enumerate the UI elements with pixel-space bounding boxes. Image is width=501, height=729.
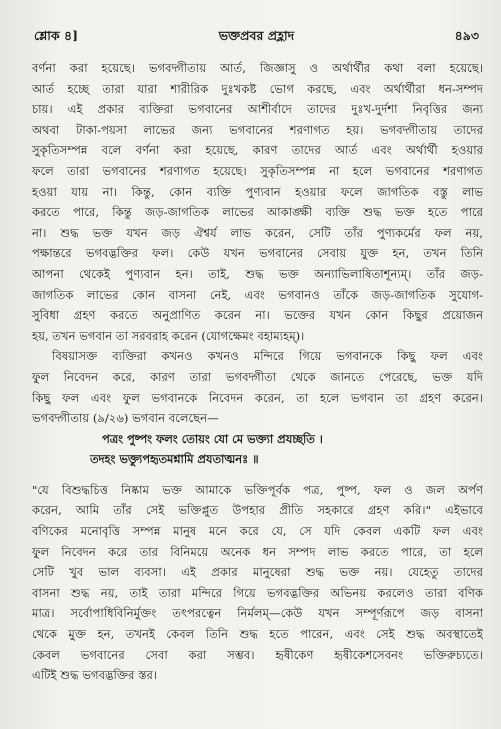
text-line: বর্ণনা করা হয়েছে। ভগবদ্গীতায় আর্ত, জিজ্ঞাসু ও অর্থার্থীর কথা বলা হয়েছে।: [32, 61, 483, 75]
text-line: ফুল নিবেদন করে তার বিনিময়ে অনেক ধন সম্পদ লাভ করতে পারে, তা হলে: [32, 544, 483, 559]
chapter-title: ভক্তপ্রবর প্রহ্লাদ: [218, 28, 295, 43]
text-line: করেন, আমি তাঁর সেই ভক্তিপ্লুত উপহার প্রীতি সহকারে গ্রহণ করি।" এইভাবে: [32, 503, 483, 518]
text-line: ফলে তারা ভগবানের শরণাগত হয়েছে। সুকৃতিসম্পন্ন না হলে ভগবানের শরণাগত: [32, 163, 483, 178]
text-line: হওয়া যায় না। কিন্তু, কোন ব্যক্তি পুণ্যবান হওয়ার ফলে জাগতিক বস্তু লাভ: [32, 184, 483, 199]
verse-reference: শ্লোক ৪]: [34, 28, 78, 43]
sanskrit-verse-line-2: তদহং ভক্ত্যুপহৃতমশ্নামি প্রযতাত্মনঃ ॥: [90, 452, 259, 467]
text-line: মাত্র। সর্বোপাধিবিনির্মুক্তং তৎপরত্বেন নির্মলম্—কেউ যখন সম্পূর্ণরূপে জড় বাসনা: [32, 606, 483, 621]
text-line: ফুল নিবেদন করে, কারণ তারা ভগবদ্গীতা থেকে জানতে পেরেছে, ভক্ত যদি: [32, 369, 483, 384]
text-line: জাগতিক লাভের কোন বাসনা নেই, এবং ভগবানও তাঁকে জড়-জাগতিক সুযোগ-: [32, 287, 483, 302]
text-line: পক্ষান্তরে ভগবদ্ভক্তির ফল। কেউ যখন ভগবানের সেবায় যুক্ত হন, তখন তিনি: [32, 246, 483, 261]
text-line: না। শুদ্ধ ভক্ত যখন জড় ঐশ্বর্য লাভ করেন, সেটি তাঁর পুণ্যকর্মের ফল নয়,: [32, 225, 483, 240]
text-line: সুকৃতিসম্পন্ন বলে বর্ণনা করা হয়েছে, কারণ তাদের আর্ত এবং অর্থার্থী হওয়ার: [32, 143, 483, 158]
page-body: [32, 58, 483, 686]
text-line: কিছু ফল এবং ফুল ভগবানকে নিবেদন করেন, তা হলে ভগবান তা গ্রহণ করেন।: [32, 390, 483, 405]
text-line: আর্ত হচ্ছে তারা যারা শারীরিক দুঃখকষ্ট ভোগ করছে, এবং অর্থার্থীরা ধন-সম্পদ: [32, 81, 483, 96]
text-line: বণিকের মনোবৃত্তি সম্পন্ন মানুষ মনে করে যে, সে যদি কেবল একটি ফল এবং: [32, 524, 483, 539]
text-line: কেবল ভগবানের সেবা করা সম্ভব। হৃষীকেণ হৃষীকেশসেবনং ভক্তিরুচ্যতে।: [32, 647, 483, 662]
verse-spacer: [32, 470, 483, 480]
text-line: আপনা থেকেই পুণ্যবান হন। তাই, শুদ্ধ ভক্ত অন্যাভিলাষিতাশূন্যম্। তাঁর জড়-: [32, 266, 483, 281]
text-line: হয়, তখন ভগবান তা সরবরাহ করেন (যোগক্ষেমং বহাম্যহম্)।: [32, 328, 305, 343]
text-line: ভগবদ্গীতায় (৯/২৬) ভগবান বলেছেন—: [32, 411, 219, 426]
text-line: থেকে মুক্ত হন, তখনই কেবল তিনি শুদ্ধ হতে পারেন, এবং সেই শুদ্ধ অবস্থাতেই: [32, 627, 483, 642]
text-line: চায়। এই প্রকার ব্যক্তিরা ভগবানের আশীর্বাদে তাদের দুঃখ-দুর্দশা নিবৃত্তির জন্য: [32, 102, 483, 117]
translation-line: "যে বিশুদ্ধচিত্ত নিষ্কাম ভক্ত আমাকে ভক্তিপূর্বক পত্র, পুষ্প, ফল ও জল অর্পণ: [32, 482, 483, 497]
text-line: সেটি খুব ভাল ব্যবসা। এই প্রকার মানুষেরা শুদ্ধ ভক্ত নয়। যেহেতু তাদের: [32, 565, 483, 580]
text-line: এটিই শুদ্ধ ভগবদ্ভক্তির স্তর।: [32, 668, 158, 683]
page-header: [34, 28, 479, 50]
sanskrit-verse-line-1: পত্রং পুষ্পং ফলং তোয়ং যো মে ভক্ত্যা প্রযচ্ছতি ।: [102, 431, 323, 446]
paragraph-start-line: বিষয়াসক্ত ব্যক্তিরা কখনও কখনও মন্দিরে গিয়ে ভগবানকে কিছু ফল এবং: [52, 349, 483, 364]
text-line: বাসনা শুদ্ধ নয়, তাই তারা মন্দিরে গিয়ে ভগবদ্ভক্তির অভিনয় করলেও তারা বণিক: [32, 585, 483, 600]
text-line: অথবা টাকা-পয়সা লাভের জন্য ভগবানের শরণাগত হয়। ভগবদ্গীতায় তাদের: [32, 122, 483, 137]
text-line: সুবিধা গ্রহণ করতে অনুপ্রাণিত করেন না। ভক্তের যখন কোন কিছুর প্রয়োজন: [32, 308, 483, 323]
page-number: ৪৯৩: [454, 28, 479, 43]
text-line: করতে পারে, কিন্তু জড়-জাগতিক লাভের আকাঙ্ক্ষী ব্যক্তি শুদ্ধ ভক্ত হতে পারে: [32, 205, 483, 220]
